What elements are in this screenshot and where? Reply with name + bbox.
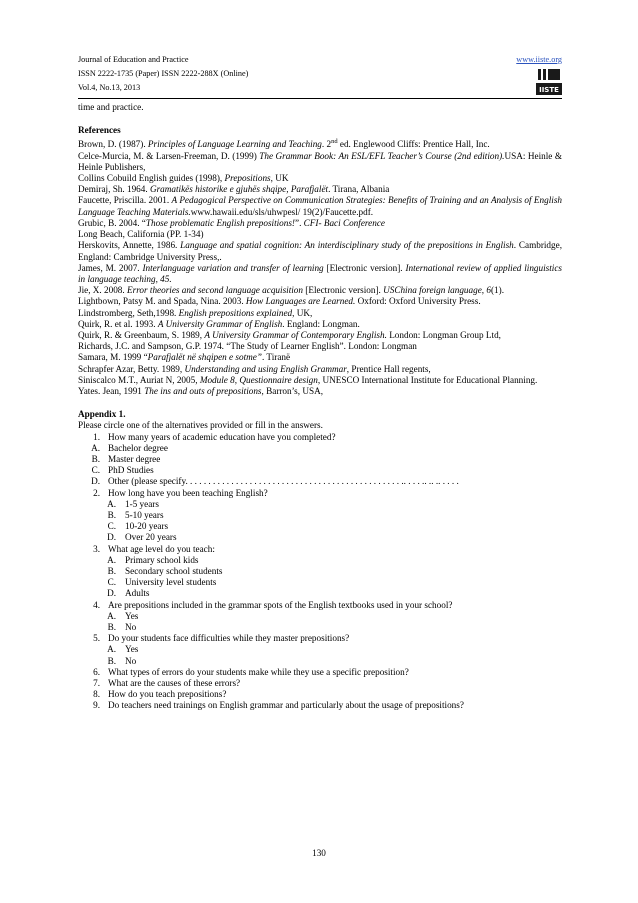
- reference-item: Celce-Murcia, M. & Larsen-Freeman, D. (1999) The Grammar Book: An ESL/EFL Teacher’s Course (2nd edition).USA: Heinle & Heinle Publishers,: [78, 150, 562, 172]
- page-number: 130: [312, 848, 326, 858]
- header-rule: [78, 98, 562, 99]
- reference-item: James, M. 2007. Interlanguage variation and transfer of learning [Electronic version]. International review of applied linguistics in language teaching, 45.: [78, 262, 562, 284]
- journal-name: Journal of Education and Practice: [78, 55, 189, 64]
- page-content: [78, 102, 562, 712]
- question-8: 8. How do you teach prepositions?: [93, 689, 227, 700]
- iiste-logo-icon: [536, 67, 562, 95]
- reference-item: Quirk, R. & Greenbaum, S. 1989, A University Grammar of Contemporary English. London: Longman Group Ltd,: [78, 329, 501, 340]
- question-3-option[interactable]: A. Primary school kids: [107, 554, 199, 565]
- reference-item: Faucette, Priscilla. 2001. A Pedagogical Perspective on Communication Strategies: Benefits of Training and an Analysis of English Language Teaching Materials.www.hawaii.edu/sls/uhwpesl/ 19(2)/Faucette.pdf.: [78, 195, 562, 217]
- question-4-option[interactable]: A. Yes: [107, 610, 139, 621]
- question-5-option[interactable]: A. Yes: [107, 644, 139, 655]
- question-6: 6. What types of errors do your students make while they use a specific preposition?: [93, 666, 409, 677]
- question-1: 1. How many years of academic education have you completed?: [93, 431, 336, 442]
- question-3: 3. What age level do you teach:: [93, 543, 215, 554]
- question-1-option[interactable]: D. Other (please specify. . . . . . . . . . . . . . . . . . . . . . . . . . . . . . . . . . . . . . . . . . . . . . . .. . . . .. .. .. . . . .: [91, 476, 459, 487]
- journal-url-link[interactable]: www.iiste.org: [516, 55, 562, 64]
- reference-item: Samara, M. 1999 “Parafjalët në shqipen e sotme”. Tiranë: [78, 352, 291, 363]
- question-5: 5. Do your students face difficulties while they master prepositions?: [93, 633, 350, 644]
- logo-text: IISTE: [539, 86, 559, 94]
- question-2-option[interactable]: A. 1-5 years: [107, 498, 159, 509]
- question-2-option[interactable]: B. 5-10 years: [107, 509, 164, 520]
- question-2-option[interactable]: C. 10-20 years: [107, 521, 169, 532]
- question-5-option[interactable]: B. No: [107, 655, 137, 666]
- question-7: 7. What are the causes of these errors?: [93, 678, 241, 689]
- reference-item: Yates. Jean, 1991 The ins and outs of prepositions, Barron’s, USA,: [78, 385, 324, 396]
- appendix-heading: Appendix 1.: [78, 409, 126, 420]
- question-1-option[interactable]: A. Bachelor degree: [91, 442, 168, 453]
- question-3-option[interactable]: C. University level students: [107, 577, 217, 588]
- reference-item: Demiraj, Sh. 1964. Gramatikës historike e gjuhës shqipe, Parafjalët. Tirana, Albania: [78, 184, 390, 195]
- issn-line: ISSN 2222-1735 (Paper) ISSN 2222-288X (Online): [78, 69, 249, 78]
- question-1-option[interactable]: B. Master degree: [91, 453, 161, 464]
- intro-text: time and practice.: [78, 102, 144, 112]
- reference-item: Jie, X. 2008. Error theories and second language acquisition [Electronic version]. USChina foreign language, 6(1).: [78, 285, 504, 296]
- reference-item: Siniscalco M.T., Auriat N, 2005, Module 8, Questionnaire design, UNESCO International Institute for Educational Planning.: [78, 374, 538, 385]
- references-heading: References: [78, 125, 121, 136]
- question-2: 2. How long have you been teaching English?: [93, 487, 268, 498]
- reference-item: Collins Cobuild English guides (1998), Prepositions, UK: [78, 173, 289, 184]
- reference-item: Long Beach, California (PP. 1-34): [78, 229, 204, 240]
- question-3-option[interactable]: D. Adults: [107, 588, 150, 599]
- reference-item: Brown, D. (1987). Principles of Language Learning and Teaching. 2nd ed. Englewood Cliffs: Prentice Hall, Inc.: [78, 138, 490, 150]
- appendix-instruction: Please circle one of the alternatives provided or fill in the answers.: [78, 420, 323, 431]
- reference-item: Schrapfer Azar, Betty. 1989, Understanding and using English Grammar, Prentice Hall regents,: [78, 363, 431, 374]
- question-2-option[interactable]: D. Over 20 years: [107, 532, 177, 543]
- reference-item: Grubic, B. 2004. “Those problematic English prepositions!”. CFI- Baci Conference: [78, 217, 385, 228]
- question-4-option[interactable]: B. No: [107, 622, 137, 632]
- reference-item: Lindstromberg, Seth,1998. English prepositions explained, UK,: [78, 307, 313, 318]
- volume-line: Vol.4, No.13, 2013: [78, 83, 141, 92]
- reference-item: Richards, J.C. and Sampson, G.P. 1974. “The Study of Learner English”. London: Longman: [78, 341, 417, 352]
- question-9: 9. Do teachers need trainings on English grammar and particularly about the usage of prepositions?: [93, 700, 464, 711]
- reference-item: Herskovits, Annette, 1986. Language and spatial cognition: An interdisciplinary study of the prepositions in English. Cambridge, England: Cambridge University Press,.: [78, 240, 562, 262]
- reference-item: Lightbown, Patsy M. and Spada, Nina. 2003. How Languages are Learned. Oxford: Oxford University Press.: [78, 296, 481, 307]
- reference-item: Quirk, R. et al. 1993. A University Grammar of English. England: Longman.: [78, 318, 360, 329]
- page-header: [78, 53, 562, 95]
- question-4: 4. Are prepositions included in the grammar spots of the English textbooks used in your school?: [93, 599, 453, 610]
- question-1-option[interactable]: C. PhD Studies: [91, 465, 154, 476]
- question-3-option[interactable]: B. Secondary school students: [107, 565, 223, 576]
